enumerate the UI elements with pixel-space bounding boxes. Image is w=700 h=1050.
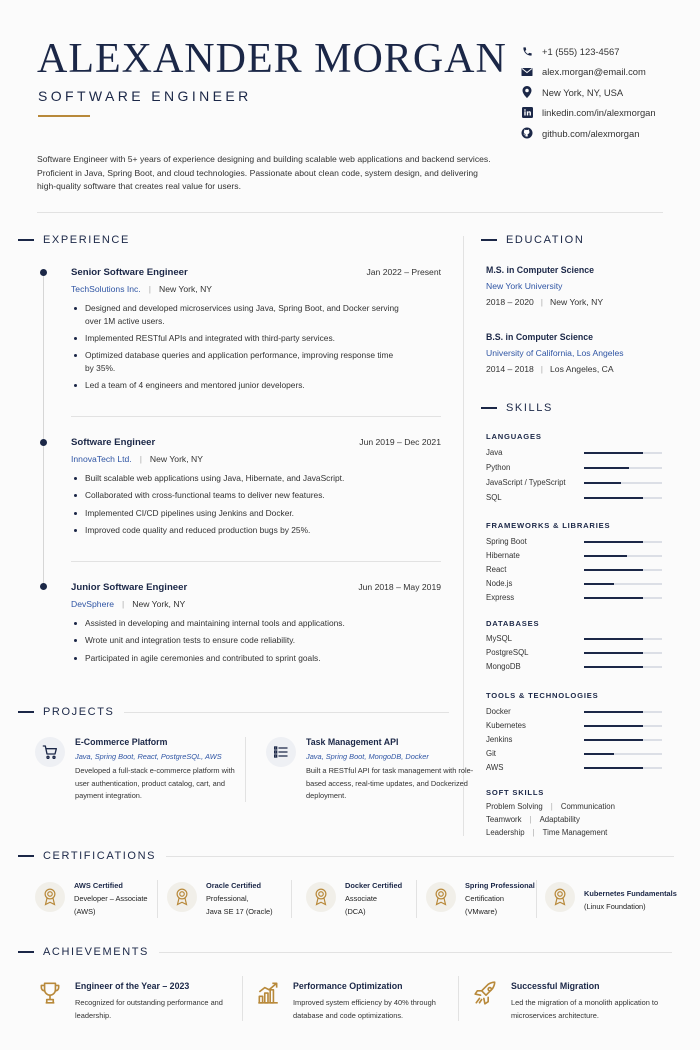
skill-name: MySQL bbox=[486, 634, 512, 643]
timeline-dot bbox=[40, 583, 47, 590]
skill-group-title: LANGUAGES bbox=[486, 432, 542, 441]
meta-separator: | bbox=[529, 815, 532, 824]
timeline-dot bbox=[40, 439, 47, 446]
certification-text bbox=[465, 880, 555, 918]
section-dash bbox=[18, 951, 34, 953]
job-bullet: Collaborated with cross-functional teams to deliver new features. bbox=[71, 489, 401, 502]
section-dash bbox=[481, 239, 497, 241]
skill-bar bbox=[584, 482, 662, 484]
meta-separator: | bbox=[540, 297, 544, 307]
job-bullets bbox=[71, 472, 441, 537]
skill-row bbox=[486, 593, 662, 607]
skill-bar bbox=[584, 638, 662, 640]
skill-bar bbox=[584, 767, 662, 769]
skill-bar bbox=[584, 555, 662, 557]
skill-group-title: SOFT SKILLS bbox=[486, 788, 545, 797]
job-bullet: Wrote unit and integration tests to ensure code reliability. bbox=[71, 634, 401, 647]
skill-bar bbox=[584, 739, 662, 741]
project-description: Built a RESTful API for task management with role-based access, real-time updates, and Dockerized deployment. bbox=[306, 766, 474, 800]
certification-item bbox=[306, 880, 431, 920]
skill-name: AWS bbox=[486, 763, 504, 772]
job-meta bbox=[71, 599, 441, 609]
contact-phone[interactable] bbox=[520, 41, 656, 62]
skill-row bbox=[486, 537, 662, 551]
soft-skill: Teamwork bbox=[486, 815, 522, 824]
skill-bar-fill bbox=[584, 711, 643, 713]
list-icon bbox=[266, 737, 296, 767]
skill-row bbox=[486, 478, 662, 492]
chart-icon bbox=[253, 978, 283, 1008]
project-divider bbox=[245, 737, 246, 802]
skill-row bbox=[486, 565, 662, 579]
skills-header bbox=[481, 402, 553, 414]
skill-bar bbox=[584, 452, 662, 454]
candidate-name: ALEXANDER MORGAN bbox=[37, 36, 507, 82]
job-location: New York, NY bbox=[149, 454, 203, 464]
skill-row bbox=[486, 749, 662, 763]
skill-name: MongoDB bbox=[486, 662, 521, 671]
certification-text bbox=[206, 880, 296, 918]
job-meta bbox=[71, 284, 441, 294]
certifications-title: CERTIFICATIONS bbox=[43, 850, 157, 862]
skill-bar-fill bbox=[584, 497, 643, 499]
skill-row bbox=[486, 551, 662, 565]
meta-separator: | bbox=[139, 454, 142, 464]
certification-detail: Associate bbox=[345, 893, 378, 903]
job-bullets bbox=[71, 302, 441, 392]
job-title-text: Senior Software Engineer bbox=[71, 267, 188, 278]
linkedin-icon bbox=[520, 106, 534, 120]
section-dash bbox=[18, 239, 34, 241]
soft-skill: Adaptability bbox=[539, 815, 580, 824]
certification-name: AWS Certified bbox=[74, 881, 123, 890]
skill-bar bbox=[584, 541, 662, 543]
skill-bar bbox=[584, 569, 662, 571]
badge-icon bbox=[167, 882, 197, 912]
certifications-header bbox=[18, 850, 674, 862]
contact-email-text: alex.morgan@email.com bbox=[542, 66, 646, 78]
soft-skill-row bbox=[486, 815, 580, 824]
skill-row bbox=[486, 735, 662, 749]
education-title: EDUCATION bbox=[506, 234, 585, 246]
job-title: SOFTWARE ENGINEER bbox=[38, 88, 252, 104]
skill-group-title: FRAMEWORKS & LIBRARIES bbox=[486, 521, 611, 530]
skill-name: Hibernate bbox=[486, 551, 520, 560]
skill-bar-fill bbox=[584, 541, 643, 543]
github-icon bbox=[520, 126, 534, 140]
contact-location bbox=[520, 82, 656, 103]
skill-row bbox=[486, 648, 662, 662]
achievement-description: Improved system efficiency by 40% through database and code optimizations. bbox=[293, 998, 436, 1020]
skill-bar-fill bbox=[584, 467, 629, 469]
certification-item bbox=[167, 880, 292, 920]
achievement-description: Led the migration of a monolith application to microservices architecture. bbox=[511, 998, 659, 1020]
job-bullet: Improved code quality and reduced production bugs by 25%. bbox=[71, 524, 401, 537]
skill-bar-fill bbox=[584, 482, 621, 484]
contact-list bbox=[520, 41, 656, 144]
certification-detail: Java SE 17 (Oracle) bbox=[206, 906, 273, 916]
edu-meta bbox=[486, 364, 676, 374]
soft-skill: Communication bbox=[560, 802, 615, 811]
job-title-text: Software Engineer bbox=[71, 437, 156, 448]
projects-header bbox=[18, 706, 449, 718]
certification-divider bbox=[291, 880, 292, 918]
job-meta bbox=[71, 454, 441, 464]
job-company: InnovaTech Ltd. bbox=[71, 454, 132, 464]
skill-bar-fill bbox=[584, 597, 643, 599]
job-bullets bbox=[71, 617, 441, 664]
job-entry bbox=[71, 437, 441, 541]
job-bullet: Built scalable web applications using Java, Hibernate, and JavaScript. bbox=[71, 472, 401, 485]
achievement-divider bbox=[458, 976, 459, 1021]
school: New York University bbox=[486, 281, 563, 291]
soft-skill-row bbox=[486, 828, 607, 837]
skill-bar-fill bbox=[584, 569, 643, 571]
certification-detail: Developer – Associate bbox=[74, 893, 148, 903]
skill-bar bbox=[584, 666, 662, 668]
skill-name: Python bbox=[486, 463, 511, 472]
job-bullet: Assisted in developing and maintaining internal tools and applications. bbox=[71, 617, 401, 630]
certification-detail: Professional, bbox=[206, 893, 249, 903]
job-divider bbox=[71, 561, 441, 562]
accent-rule bbox=[38, 115, 90, 117]
achievements-title: ACHIEVEMENTS bbox=[43, 946, 149, 958]
achievement-divider bbox=[242, 976, 243, 1021]
meta-separator: | bbox=[540, 364, 544, 374]
job-entry bbox=[71, 582, 441, 669]
skills-title: SKILLS bbox=[506, 402, 553, 414]
certification-name: Spring Professional bbox=[465, 881, 535, 890]
certification-divider bbox=[536, 880, 537, 918]
projects-title: PROJECTS bbox=[43, 706, 115, 718]
project-card bbox=[266, 737, 481, 807]
soft-skill-row bbox=[486, 802, 615, 811]
achievement-item bbox=[253, 978, 463, 1028]
contact-linkedin[interactable] bbox=[520, 103, 656, 124]
skill-bar bbox=[584, 652, 662, 654]
edu-location: New York, NY bbox=[550, 297, 604, 307]
skill-bar bbox=[584, 583, 662, 585]
soft-skill: Leadership bbox=[486, 828, 525, 837]
job-bullet: Led a team of 4 engineers and mentored junior developers. bbox=[71, 379, 401, 392]
skill-bar bbox=[584, 725, 662, 727]
experience-title: EXPERIENCE bbox=[43, 234, 130, 246]
achievements-header bbox=[18, 946, 672, 958]
skill-row bbox=[486, 763, 662, 777]
skill-bar bbox=[584, 597, 662, 599]
skill-name: Spring Boot bbox=[486, 537, 527, 546]
skill-row bbox=[486, 662, 662, 676]
job-title-text: Junior Software Engineer bbox=[71, 582, 188, 593]
achievement-title: Performance Optimization bbox=[293, 981, 403, 991]
badge-icon bbox=[306, 882, 336, 912]
phone-icon bbox=[520, 44, 534, 58]
job-location: New York, NY bbox=[158, 284, 213, 294]
meta-separator: | bbox=[550, 802, 553, 811]
certification-detail: (AWS) bbox=[74, 906, 96, 916]
contact-email[interactable] bbox=[520, 62, 656, 83]
skill-name: Node.js bbox=[486, 579, 513, 588]
section-dash bbox=[481, 407, 497, 409]
email-icon bbox=[520, 65, 534, 79]
school: University of California, Los Angeles bbox=[486, 348, 624, 358]
skill-bar-fill bbox=[584, 739, 643, 741]
skill-bar bbox=[584, 753, 662, 755]
certification-detail: (DCA) bbox=[345, 906, 366, 916]
job-divider bbox=[71, 416, 441, 417]
job-bullet: Implemented CI/CD pipelines using Jenkins and Docker. bbox=[71, 507, 401, 520]
project-card bbox=[35, 737, 250, 807]
rocket-icon bbox=[471, 978, 501, 1008]
skill-name: Kubernetes bbox=[486, 721, 526, 730]
contact-linkedin-text: linkedin.com/in/alexmorgan bbox=[542, 107, 656, 119]
skill-bar-fill bbox=[584, 452, 643, 454]
edu-location: Los Angeles, CA bbox=[550, 364, 614, 374]
skill-name: JavaScript / TypeScript bbox=[486, 478, 566, 487]
job-bullet: Designed and developed microservices using Java, Spring Boot, and Docker serving over 1M active users. bbox=[71, 302, 401, 328]
job-dates: Jan 2022 – Present bbox=[366, 267, 441, 277]
skill-bar-fill bbox=[584, 583, 614, 585]
skill-name: PostgreSQL bbox=[486, 648, 529, 657]
job-entry bbox=[71, 267, 441, 397]
skill-name: Express bbox=[486, 593, 515, 602]
job-company: TechSolutions Inc. bbox=[71, 284, 141, 294]
edu-years: 2018 – 2020 bbox=[486, 297, 534, 307]
achievement-title: Engineer of the Year – 2023 bbox=[75, 981, 190, 991]
skill-name: SQL bbox=[486, 493, 502, 502]
certification-text bbox=[584, 888, 679, 914]
job-bullet: Participated in agile ceremonies and contributed to sprint goals. bbox=[71, 652, 401, 665]
certification-divider bbox=[157, 880, 158, 918]
skill-name: Git bbox=[486, 749, 496, 758]
achievement-item bbox=[35, 978, 245, 1028]
education-entry bbox=[486, 265, 676, 307]
meta-separator: | bbox=[122, 599, 125, 609]
certification-text bbox=[345, 880, 435, 918]
skill-bar-fill bbox=[584, 753, 614, 755]
job-dates: Jun 2019 – Dec 2021 bbox=[359, 437, 441, 447]
soft-skill: Time Management bbox=[542, 828, 608, 837]
soft-skill: Problem Solving bbox=[486, 802, 543, 811]
certification-name: Kubernetes Fundamentals bbox=[584, 889, 677, 898]
skill-bar-fill bbox=[584, 638, 643, 640]
project-title: Task Management API bbox=[306, 737, 399, 747]
skill-bar bbox=[584, 497, 662, 499]
skill-name: React bbox=[486, 565, 507, 574]
contact-location-text: New York, NY, USA bbox=[542, 86, 624, 98]
summary-divider bbox=[37, 212, 663, 213]
project-tech: Java, Spring Boot, MongoDB, Docker bbox=[306, 752, 429, 761]
certification-detail: (VMware) bbox=[465, 906, 498, 916]
skill-bar-fill bbox=[584, 725, 643, 727]
skill-row bbox=[486, 493, 662, 507]
skill-bar-fill bbox=[584, 652, 643, 654]
contact-phone-text: +1 (555) 123-4567 bbox=[542, 45, 620, 57]
skill-row bbox=[486, 579, 662, 593]
badge-icon bbox=[545, 882, 575, 912]
job-bullet: Optimized database queries and application performance, improving response time by 35%. bbox=[71, 349, 401, 375]
project-tech: Java, Spring Boot, React, PostgreSQL, AWS bbox=[75, 752, 222, 761]
certification-detail: (Linux Foundation) bbox=[584, 901, 646, 911]
certification-name: Oracle Certified bbox=[206, 881, 262, 890]
certification-name: Docker Certified bbox=[345, 881, 403, 890]
achievement-title: Successful Migration bbox=[511, 981, 600, 991]
location-icon bbox=[520, 85, 534, 99]
skill-bar bbox=[584, 711, 662, 713]
project-title: E-Commerce Platform bbox=[75, 737, 168, 747]
timeline-dot bbox=[40, 269, 47, 276]
edu-years: 2014 – 2018 bbox=[486, 364, 534, 374]
project-description: Developed a full-stack e-commerce platform with user authentication, product catalog, cart, and payment integration. bbox=[75, 766, 235, 800]
experience-header bbox=[18, 234, 130, 246]
skill-bar-fill bbox=[584, 666, 643, 668]
skill-group-title: DATABASES bbox=[486, 619, 540, 628]
skill-bar-fill bbox=[584, 767, 643, 769]
badge-icon bbox=[426, 882, 456, 912]
achievement-description: Recognized for outstanding performance and leadership. bbox=[75, 998, 223, 1020]
certification-item bbox=[426, 880, 551, 920]
edu-meta bbox=[486, 297, 676, 307]
skill-name: Jenkins bbox=[486, 735, 513, 744]
profile-summary: Software Engineer with 5+ years of experience designing and building scalable web applications and backend services. Proficient in Java, Spring Boot, and cloud technologies. Passionate about clean code, system design, and delivering high-quality software that creates real value for users. bbox=[37, 154, 491, 192]
degree: B.S. in Computer Science bbox=[486, 332, 594, 342]
section-dash bbox=[18, 855, 34, 857]
meta-separator: | bbox=[532, 828, 535, 837]
badge-icon bbox=[35, 882, 65, 912]
education-entry bbox=[486, 332, 676, 374]
experience-timeline bbox=[43, 272, 44, 590]
degree: M.S. in Computer Science bbox=[486, 265, 595, 275]
skill-row bbox=[486, 721, 662, 735]
skill-row bbox=[486, 448, 662, 462]
certification-item bbox=[35, 880, 160, 920]
trophy-icon bbox=[35, 978, 65, 1008]
contact-github-text: github.com/alexmorgan bbox=[542, 127, 640, 139]
skill-row bbox=[486, 707, 662, 721]
contact-github[interactable] bbox=[520, 123, 656, 144]
certification-divider bbox=[416, 880, 417, 918]
section-dash bbox=[18, 711, 34, 713]
skill-name: Java bbox=[486, 448, 503, 457]
achievement-item bbox=[471, 978, 681, 1028]
job-company: DevSphere bbox=[71, 599, 114, 609]
skill-bar-fill bbox=[584, 555, 627, 557]
job-location: New York, NY bbox=[132, 599, 186, 609]
skill-name: Docker bbox=[486, 707, 511, 716]
certification-item bbox=[545, 880, 675, 920]
cart-icon bbox=[35, 737, 65, 767]
skill-row bbox=[486, 463, 662, 477]
certification-text bbox=[74, 880, 164, 918]
education-header bbox=[481, 234, 584, 246]
section-rule bbox=[159, 952, 672, 953]
meta-separator: | bbox=[148, 284, 151, 294]
job-dates: Jun 2018 – May 2019 bbox=[358, 582, 441, 592]
section-rule bbox=[124, 712, 449, 713]
job-bullet: Implemented RESTful APIs and integrated with third-party services. bbox=[71, 332, 401, 345]
section-rule bbox=[166, 856, 674, 857]
certification-detail: Certification bbox=[465, 893, 505, 903]
skill-group-title: TOOLS & TECHNOLOGIES bbox=[486, 691, 599, 700]
skill-row bbox=[486, 634, 662, 648]
skill-bar bbox=[584, 467, 662, 469]
